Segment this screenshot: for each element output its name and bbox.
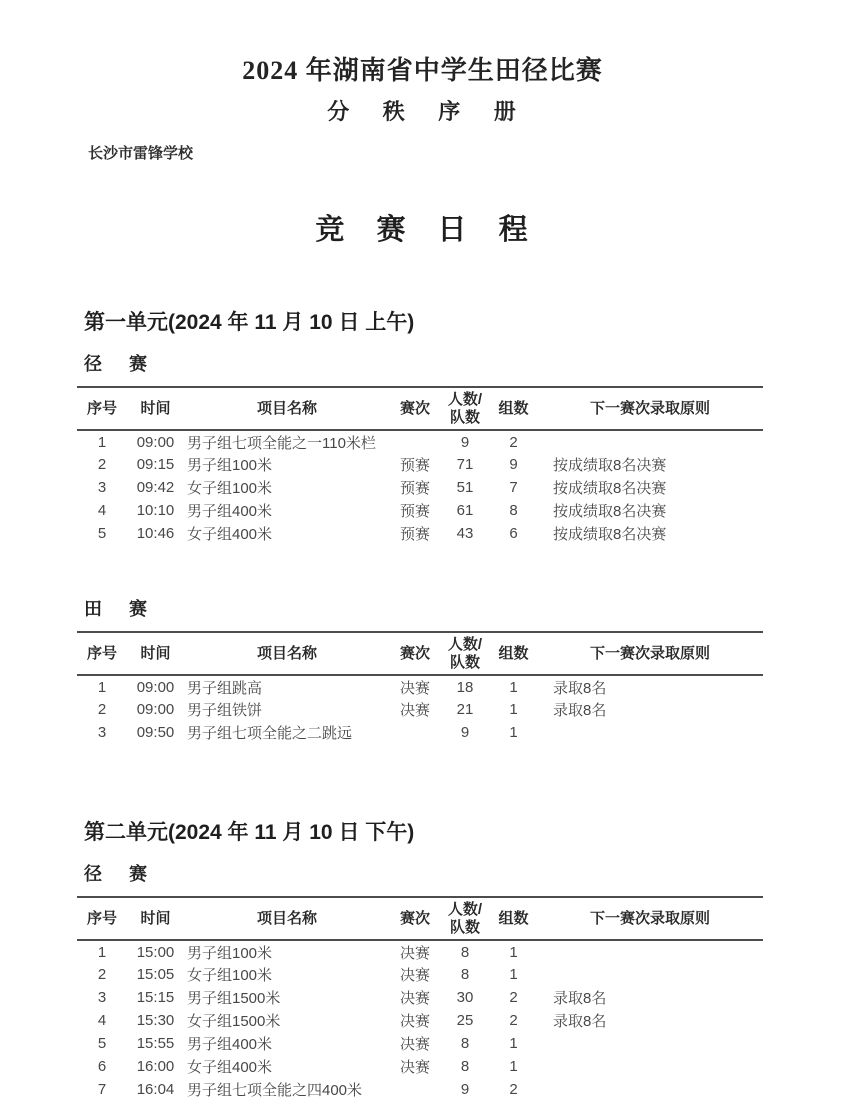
cell-groups: 2 bbox=[509, 989, 518, 1006]
col-header-round: 赛次 bbox=[390, 632, 440, 675]
col-header-event: 项目名称 bbox=[184, 632, 390, 675]
cell-groups: 1 bbox=[509, 678, 518, 696]
cell-event: 男子组铁饼 bbox=[187, 702, 263, 719]
cell-round: 决赛 bbox=[399, 702, 430, 719]
cell-round: 决赛 bbox=[399, 1036, 430, 1053]
cell-event: 男子组七项全能之一110米栏 bbox=[187, 434, 376, 452]
cell-count: 8 bbox=[460, 1058, 470, 1075]
cell-round: 决赛 bbox=[399, 1059, 430, 1076]
cell-round: 预赛 bbox=[399, 457, 430, 474]
col-header-time: 时间 bbox=[127, 632, 184, 675]
table-header-row bbox=[77, 387, 763, 430]
table-row bbox=[77, 698, 763, 721]
field-events-table bbox=[77, 631, 763, 744]
cell-principle bbox=[537, 1032, 763, 1055]
cell-round: 决赛 bbox=[399, 990, 430, 1007]
cell-event: 女子组400米 bbox=[187, 1059, 273, 1076]
cell-event: 女子组1500米 bbox=[187, 1013, 281, 1030]
document-title: 2024 年湖南省中学生田径比赛 bbox=[242, 56, 603, 85]
track-events-label-1: 径 赛 bbox=[84, 354, 148, 374]
cell-round bbox=[390, 430, 440, 453]
cell-principle bbox=[537, 1055, 763, 1078]
col-header-count-line1: 人数/ bbox=[447, 391, 483, 409]
cell-time: 15:55 bbox=[136, 1035, 175, 1052]
cell-principle bbox=[537, 1078, 763, 1101]
cell-count: 43 bbox=[456, 525, 474, 542]
cell-groups: 2 bbox=[509, 1081, 518, 1098]
col-header-time: 时间 bbox=[127, 387, 184, 430]
track-events-table-2 bbox=[77, 896, 763, 1101]
cell-principle: 录取8名 bbox=[553, 702, 607, 719]
cell-no: 5 bbox=[97, 525, 107, 542]
cell-round: 决赛 bbox=[399, 967, 430, 984]
cell-event: 男子组七项全能之四400米 bbox=[187, 1082, 363, 1099]
col-header-count bbox=[440, 387, 490, 430]
table-row bbox=[77, 1055, 763, 1078]
table-row bbox=[77, 476, 763, 499]
col-header-count-line1: 人数/ bbox=[447, 636, 483, 654]
cell-count: 21 bbox=[456, 701, 474, 718]
cell-count: 9 bbox=[460, 433, 470, 451]
cell-time: 10:10 bbox=[136, 502, 175, 519]
cell-count: 9 bbox=[460, 1081, 470, 1098]
cell-time: 09:42 bbox=[136, 479, 175, 496]
document-subtitle: 分 秩 序 册 bbox=[327, 99, 518, 124]
cell-time: 09:50 bbox=[136, 724, 175, 741]
table-row bbox=[77, 430, 763, 453]
col-header-principle: 下一赛次录取原则 bbox=[537, 897, 763, 940]
col-header-count-line2: 队数 bbox=[449, 408, 480, 426]
cell-count: 8 bbox=[460, 943, 470, 961]
table-row bbox=[77, 499, 763, 522]
cell-no: 1 bbox=[97, 433, 107, 451]
cell-time: 09:00 bbox=[136, 701, 175, 718]
cell-time: 15:00 bbox=[136, 943, 175, 961]
cell-event: 男子组100米 bbox=[187, 457, 273, 474]
cell-time: 10:46 bbox=[136, 525, 175, 542]
cell-groups: 1 bbox=[509, 943, 518, 961]
col-header-round: 赛次 bbox=[390, 897, 440, 940]
cell-principle: 按成绩取8名决赛 bbox=[553, 480, 667, 497]
cell-event: 女子组100米 bbox=[187, 967, 273, 984]
table-row bbox=[77, 453, 763, 476]
cell-event: 女子组400米 bbox=[187, 526, 273, 543]
cell-principle: 录取8名 bbox=[553, 679, 607, 697]
cell-round: 决赛 bbox=[399, 944, 430, 962]
col-header-principle: 下一赛次录取原则 bbox=[537, 632, 763, 675]
cell-principle bbox=[537, 430, 763, 453]
cell-round bbox=[390, 721, 440, 744]
cell-count: 9 bbox=[460, 724, 470, 741]
col-header-no: 序号 bbox=[77, 632, 127, 675]
cell-count: 51 bbox=[456, 479, 474, 496]
cell-event: 男子组400米 bbox=[187, 503, 273, 520]
cell-count: 30 bbox=[456, 989, 474, 1006]
section-2-heading: 第二单元(2024 年 11 月 10 日 下午) bbox=[84, 821, 415, 844]
cell-round: 预赛 bbox=[399, 503, 430, 520]
table-row bbox=[77, 675, 763, 698]
table-row bbox=[77, 940, 763, 963]
cell-time: 15:30 bbox=[136, 1012, 175, 1029]
cell-groups: 1 bbox=[509, 701, 518, 718]
col-header-count bbox=[440, 897, 490, 940]
col-header-round: 赛次 bbox=[390, 387, 440, 430]
cell-event: 男子组400米 bbox=[187, 1036, 273, 1053]
section-1-heading: 第一单元(2024 年 11 月 10 日 上午) bbox=[84, 311, 415, 334]
table-row bbox=[77, 1078, 763, 1101]
col-header-event: 项目名称 bbox=[184, 897, 390, 940]
cell-count: 8 bbox=[460, 1035, 470, 1052]
cell-time: 15:05 bbox=[136, 966, 175, 983]
cell-round: 预赛 bbox=[399, 526, 430, 543]
col-header-groups: 组数 bbox=[490, 632, 537, 675]
cell-no: 5 bbox=[97, 1035, 107, 1052]
cell-event: 男子组七项全能之二跳远 bbox=[187, 725, 353, 742]
cell-principle: 按成绩取8名决赛 bbox=[553, 503, 667, 520]
cell-no: 2 bbox=[97, 966, 107, 983]
col-header-no: 序号 bbox=[77, 897, 127, 940]
cell-groups: 1 bbox=[509, 724, 518, 741]
col-header-no: 序号 bbox=[77, 387, 127, 430]
col-header-groups: 组数 bbox=[490, 387, 537, 430]
cell-no: 3 bbox=[97, 989, 107, 1006]
cell-time: 16:04 bbox=[136, 1081, 175, 1098]
track-events-label-2: 径 赛 bbox=[84, 864, 148, 884]
cell-no: 2 bbox=[97, 701, 107, 718]
cell-no: 2 bbox=[97, 456, 107, 473]
table-row bbox=[77, 721, 763, 744]
cell-no: 4 bbox=[97, 502, 107, 519]
col-header-count bbox=[440, 632, 490, 675]
cell-groups: 1 bbox=[509, 1035, 518, 1052]
cell-groups: 8 bbox=[509, 502, 518, 519]
cell-round bbox=[390, 1078, 440, 1101]
col-header-groups: 组数 bbox=[490, 897, 537, 940]
school-name: 长沙市雷锋学校 bbox=[88, 145, 194, 162]
cell-time: 09:00 bbox=[136, 433, 175, 451]
cell-groups: 9 bbox=[509, 456, 518, 473]
col-header-time: 时间 bbox=[127, 897, 184, 940]
cell-no: 7 bbox=[97, 1081, 107, 1098]
cell-principle: 录取8名 bbox=[553, 990, 607, 1007]
cell-time: 09:00 bbox=[136, 678, 175, 696]
cell-time: 16:00 bbox=[136, 1058, 175, 1075]
table-row bbox=[77, 986, 763, 1009]
table-row bbox=[77, 522, 763, 545]
cell-event: 男子组100米 bbox=[187, 944, 273, 962]
cell-principle: 按成绩取8名决赛 bbox=[553, 526, 667, 543]
cell-count: 71 bbox=[456, 456, 474, 473]
cell-count: 8 bbox=[460, 966, 470, 983]
col-header-count-line1: 人数/ bbox=[447, 901, 483, 919]
cell-round: 预赛 bbox=[399, 480, 430, 497]
cell-principle bbox=[537, 721, 763, 744]
cell-groups: 2 bbox=[509, 433, 518, 451]
col-header-count-line2: 队数 bbox=[449, 653, 480, 671]
cell-no: 3 bbox=[97, 724, 107, 741]
cell-principle bbox=[537, 963, 763, 986]
table-header-row bbox=[77, 897, 763, 940]
cell-no: 4 bbox=[97, 1012, 107, 1029]
schedule-main-heading: 竞 赛 日 程 bbox=[315, 214, 530, 246]
cell-principle bbox=[537, 940, 763, 963]
col-header-principle: 下一赛次录取原则 bbox=[537, 387, 763, 430]
cell-no: 3 bbox=[97, 479, 107, 496]
cell-groups: 1 bbox=[509, 1058, 518, 1075]
cell-groups: 1 bbox=[509, 966, 518, 983]
cell-groups: 6 bbox=[509, 525, 518, 542]
col-header-event: 项目名称 bbox=[184, 387, 390, 430]
table-header-row bbox=[77, 632, 763, 675]
cell-event: 女子组100米 bbox=[187, 480, 273, 497]
col-header-count-line2: 队数 bbox=[449, 918, 480, 936]
cell-count: 18 bbox=[456, 678, 474, 696]
cell-no: 1 bbox=[97, 678, 107, 696]
track-events-table-1 bbox=[77, 386, 763, 545]
cell-round: 决赛 bbox=[399, 679, 430, 697]
table-row bbox=[77, 963, 763, 986]
table-row bbox=[77, 1009, 763, 1032]
table-row bbox=[77, 1032, 763, 1055]
cell-time: 09:15 bbox=[136, 456, 175, 473]
cell-round: 决赛 bbox=[399, 1013, 430, 1030]
field-events-label: 田 赛 bbox=[84, 599, 148, 619]
cell-no: 6 bbox=[97, 1058, 107, 1075]
cell-groups: 2 bbox=[509, 1012, 518, 1029]
cell-principle: 按成绩取8名决赛 bbox=[553, 457, 667, 474]
cell-count: 61 bbox=[456, 502, 474, 519]
cell-count: 25 bbox=[456, 1012, 474, 1029]
cell-groups: 7 bbox=[509, 479, 518, 496]
cell-event: 男子组1500米 bbox=[187, 990, 281, 1007]
cell-principle: 录取8名 bbox=[553, 1013, 607, 1030]
cell-event: 男子组跳高 bbox=[187, 679, 263, 697]
cell-time: 15:15 bbox=[136, 989, 175, 1006]
cell-no: 1 bbox=[97, 943, 107, 961]
